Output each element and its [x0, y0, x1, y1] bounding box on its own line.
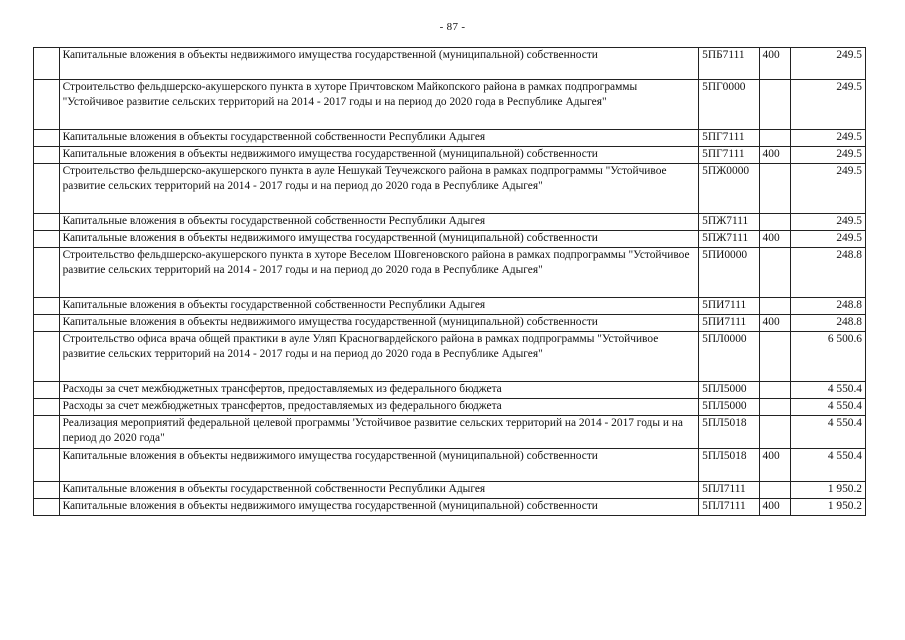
target-code-cell: 5ПГ7111 — [699, 147, 759, 164]
target-code-cell: 5ПЖ7111 — [699, 231, 759, 248]
budget-table — [33, 47, 866, 516]
expense-name-cell: Капитальные вложения в объекты государственной собственности Республики Адыгея — [59, 214, 699, 231]
expense-type-cell: 400 — [759, 147, 791, 164]
table-row — [34, 231, 866, 248]
target-code-cell: 5ПЖ0000 — [699, 164, 759, 214]
expense-name-cell: Расходы за счет межбюджетных трансфертов, предоставляемых из федерального бюджета — [59, 399, 699, 416]
table-row — [34, 416, 866, 449]
expense-type-cell — [759, 399, 791, 416]
amount-cell: 1 950.2 — [791, 499, 866, 516]
row-marker-cell — [34, 130, 60, 147]
target-code-cell: 5ПЛ0000 — [699, 332, 759, 382]
row-marker-cell — [34, 80, 60, 130]
expense-type-cell — [759, 80, 791, 130]
amount-cell: 249.5 — [791, 231, 866, 248]
amount-cell: 249.5 — [791, 48, 866, 80]
expense-type-cell — [759, 164, 791, 214]
target-code-cell: 5ПЛ5018 — [699, 449, 759, 482]
expense-name-cell: Капитальные вложения в объекты недвижимого имущества государственной (муниципальной) собственности — [59, 315, 699, 332]
target-code-cell: 5ПЛ5018 — [699, 416, 759, 449]
table-row — [34, 130, 866, 147]
expense-type-cell: 400 — [759, 315, 791, 332]
table-row — [34, 214, 866, 231]
amount-cell: 248.8 — [791, 248, 866, 298]
expense-type-cell — [759, 382, 791, 399]
amount-cell: 248.8 — [791, 298, 866, 315]
table-row — [34, 80, 866, 130]
table-row — [34, 147, 866, 164]
expense-name-cell: Капитальные вложения в объекты недвижимого имущества государственной (муниципальной) собственности — [59, 499, 699, 516]
expense-type-cell — [759, 298, 791, 315]
expense-type-cell — [759, 248, 791, 298]
amount-cell: 4 550.4 — [791, 399, 866, 416]
expense-type-cell: 400 — [759, 499, 791, 516]
amount-cell: 4 550.4 — [791, 382, 866, 399]
expense-type-cell: 400 — [759, 449, 791, 482]
target-code-cell: 5ПЖ7111 — [699, 214, 759, 231]
expense-name-cell: Капитальные вложения в объекты недвижимого имущества государственной (муниципальной) собственности — [59, 449, 699, 482]
table-row — [34, 499, 866, 516]
row-marker-cell — [34, 48, 60, 80]
target-code-cell: 5ПИ7111 — [699, 298, 759, 315]
row-marker-cell — [34, 164, 60, 214]
row-marker-cell — [34, 449, 60, 482]
expense-type-cell — [759, 130, 791, 147]
target-code-cell: 5ПЛ5000 — [699, 399, 759, 416]
table-row — [34, 315, 866, 332]
expense-name-cell: Строительство фельдшерско-акушерского пункта в хуторе Причтовском Майкопского района в рамках подпрограммы "Устойчивое развитие сельских территорий на 2014 - 2017 годы и на период до 2020 года в Республике Адыгея" — [59, 80, 699, 130]
target-code-cell: 5ПИ0000 — [699, 248, 759, 298]
row-marker-cell — [34, 399, 60, 416]
table-row — [34, 399, 866, 416]
expense-name-cell: Строительство фельдшерско-акушерского пункта в хуторе Веселом Шовгеновского района в рамках подпрограммы "Устойчивое развитие сельских территорий на 2014 - 2017 годы и на период до 2020 года в Республике Адыгея" — [59, 248, 699, 298]
row-marker-cell — [34, 499, 60, 516]
table-row — [34, 449, 866, 482]
amount-cell: 4 550.4 — [791, 416, 866, 449]
row-marker-cell — [34, 214, 60, 231]
expense-type-cell — [759, 482, 791, 499]
row-marker-cell — [34, 248, 60, 298]
expense-name-cell: Капитальные вложения в объекты недвижимого имущества государственной (муниципальной) собственности — [59, 48, 699, 80]
expense-name-cell: Капитальные вложения в объекты недвижимого имущества государственной (муниципальной) собственности — [59, 231, 699, 248]
amount-cell: 4 550.4 — [791, 449, 866, 482]
table-row — [34, 48, 866, 80]
table-row — [34, 482, 866, 499]
table-row — [34, 382, 866, 399]
table-row — [34, 164, 866, 214]
row-marker-cell — [34, 382, 60, 399]
target-code-cell: 5ПЛ7111 — [699, 482, 759, 499]
page-number: - 87 - — [439, 21, 466, 33]
expense-type-cell: 400 — [759, 231, 791, 248]
expense-name-cell: Капитальные вложения в объекты недвижимого имущества государственной (муниципальной) собственности — [59, 147, 699, 164]
target-code-cell: 5ПЛ7111 — [699, 499, 759, 516]
amount-cell: 249.5 — [791, 164, 866, 214]
row-marker-cell — [34, 416, 60, 449]
expense-name-cell: Капитальные вложения в объекты государственной собственности Республики Адыгея — [59, 298, 699, 315]
table-row — [34, 332, 866, 382]
amount-cell: 6 500.6 — [791, 332, 866, 382]
target-code-cell: 5ПБ7111 — [699, 48, 759, 80]
row-marker-cell — [34, 482, 60, 499]
row-marker-cell — [34, 315, 60, 332]
row-marker-cell — [34, 231, 60, 248]
target-code-cell: 5ПИ7111 — [699, 315, 759, 332]
amount-cell: 249.5 — [791, 130, 866, 147]
expense-name-cell: Строительство офиса врача общей практики в ауле Уляп Красногвардейского района в рамках подпрограммы "Устойчивое развитие сельских территорий на 2014 - 2017 годы и на период до 2020 года в Республике Адыгея" — [59, 332, 699, 382]
expense-type-cell — [759, 416, 791, 449]
amount-cell: 249.5 — [791, 147, 866, 164]
amount-cell: 249.5 — [791, 214, 866, 231]
table-row — [34, 298, 866, 315]
target-code-cell: 5ПЛ5000 — [699, 382, 759, 399]
target-code-cell: 5ПГ7111 — [699, 130, 759, 147]
row-marker-cell — [34, 298, 60, 315]
expense-name-cell: Реализация мероприятий федеральной целевой программы 'Устойчивое развитие сельских территорий на 2014 - 2017 годы и на период до 2020 года" — [59, 416, 699, 449]
expense-type-cell: 400 — [759, 48, 791, 80]
expense-name-cell: Расходы за счет межбюджетных трансфертов, предоставляемых из федерального бюджета — [59, 382, 699, 399]
table-row — [34, 248, 866, 298]
expense-name-cell: Капитальные вложения в объекты государственной собственности Республики Адыгея — [59, 130, 699, 147]
expense-type-cell — [759, 332, 791, 382]
row-marker-cell — [34, 332, 60, 382]
row-marker-cell — [34, 147, 60, 164]
amount-cell: 248.8 — [791, 315, 866, 332]
amount-cell: 1 950.2 — [791, 482, 866, 499]
target-code-cell: 5ПГ0000 — [699, 80, 759, 130]
expense-name-cell: Капитальные вложения в объекты государственной собственности Республики Адыгея — [59, 482, 699, 499]
amount-cell: 249.5 — [791, 80, 866, 130]
expense-type-cell — [759, 214, 791, 231]
budget-table-body — [34, 48, 866, 516]
expense-name-cell: Строительство фельдшерско-акушерского пункта в ауле Нешукай Теучежского района в рамках подпрограммы "Устойчивое развитие сельских территорий на 2014 - 2017 годы и на период до 2020 года в Республике Адыгея" — [59, 164, 699, 214]
